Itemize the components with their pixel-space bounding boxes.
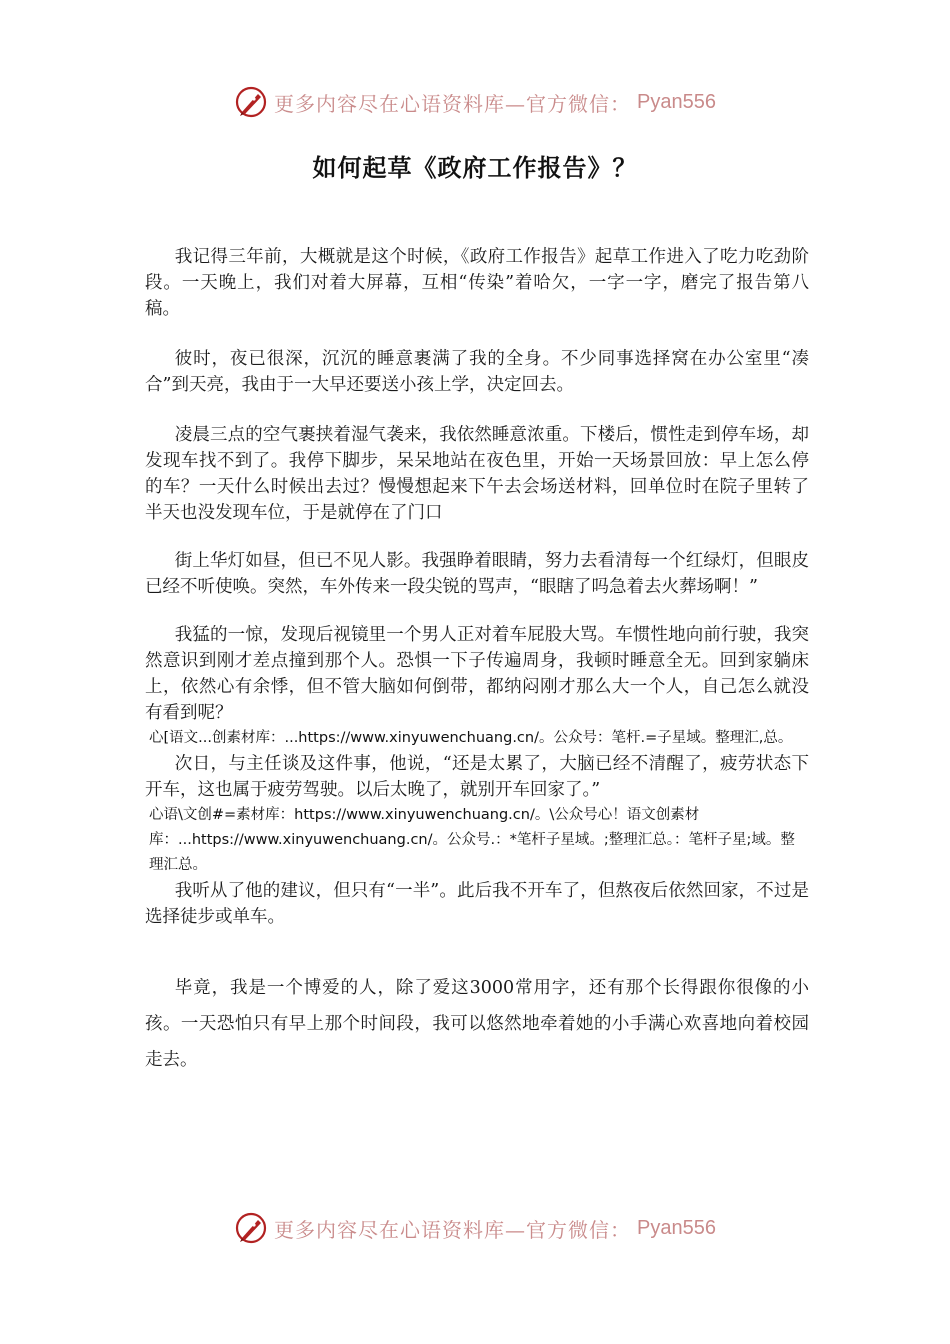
paragraph-6: 次日，与主任谈及这件事，他说，“还是太累了，大脑已经不清醒了，疲劳状态下开车，这也属于疲劳驾驶。以后太晚了，就别开车回家了。” — [145, 754, 809, 800]
banner-text: 更多内容尽在心语资料库—官方微信： — [274, 91, 632, 116]
paragraph-5: 我猛的一惊，发现后视镜里一个男人正对着车屁股大骂。车惯性地向前行驶，我突然意识到刚才差点撞到那个人。恐惧一下子传遍周身，我顿时睡意全无。回到家躺床上，依然心有余悸，但不管大脑如何倒带，都纳闷刚才那么大一个人，自己怎么就没有看到呢？ — [145, 625, 809, 723]
pen-logo-icon — [234, 85, 268, 119]
footer-banner — [0, 1208, 950, 1248]
paragraph-1: 我记得三年前，大概就是这个时候，《政府工作报告》起草工作进入了吃力吃劲阶段。一天晚上，我们对着大屏幕，互相“传染”着哈欠，一字一字，磨完了报告第八稿。 — [145, 247, 809, 319]
page-title: 如何起草《政府工作报告》？ — [312, 153, 638, 182]
banner-wechat-id: Pyan556 — [637, 90, 716, 113]
banner-wechat-id: Pyan556 — [637, 1216, 716, 1239]
paragraph-4: 街上华灯如昼，但已不见人影。我强睁着眼睛，努力去看清每一个红绿灯，但眼皮已经不听使唤。突然，车外传来一段尖锐的骂声，“眼瞎了吗急着去火葬场啊！” — [145, 551, 809, 597]
paragraph-2: 彼时，夜已很深，沉沉的睡意裹满了我的全身。不少同事选择窝在办公室里“凑合”到天亮，我由于一大早还要送小孩上学，决定回去。 — [145, 349, 809, 395]
paragraph-8: 毕竟，我是一个博爱的人，除了爱这3000常用字，还有那个长得跟你很像的小孩。一天恐怕只有早上那个时间段，我可以悠然地牵着她的小手满心欢喜地向着校园走去。 — [145, 978, 809, 1070]
paragraph-7: 我听从了他的建议，但只有“一半”。此后我不开车了，但熬夜后依然回家，不过是选择徒步或单车。 — [145, 881, 809, 927]
pen-logo-icon — [234, 1211, 268, 1245]
banner-text: 更多内容尽在心语资料库—官方微信： — [274, 1217, 632, 1242]
watermark-line-2: 心语\文创#=素材库：https://www.xinyuwenchuang.cn/。\公众号心！语文创素材库：...https://www.xinyuwenchuang.cn/。公众号.：*笔杆子星域。;整理汇总。：笔杆子星;域。整理汇总。 — [149, 807, 795, 873]
watermark-line-1: 心[语文...创素材库：...https://www.xinyuwenchuang.cn/。公众号：笔杆.=子星域。整理汇,总。 — [149, 730, 793, 746]
header-banner — [0, 82, 950, 122]
article-body — [145, 238, 809, 1078]
paragraph-3: 凌晨三点的空气裹挟着湿气袭来，我依然睡意浓重。下楼后，惯性走到停车场，却发现车找不到了。我停下脚步，呆呆地站在夜色里，开始一天场景回放：早上怎么停的车？一天什么时候出去过？慢慢想起来下午去会场送材料，回单位时在院子里转了半天也没发现车位，于是就停在了门口 — [145, 425, 809, 523]
